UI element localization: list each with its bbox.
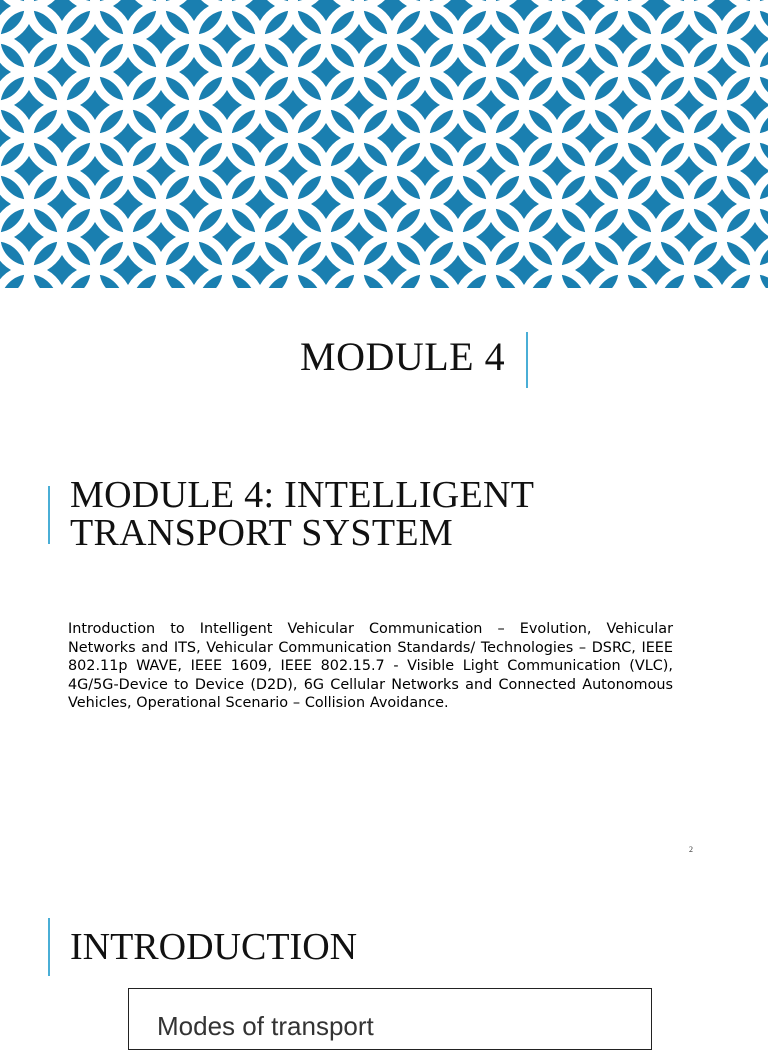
slide2-title-line2: TRANSPORT SYSTEM [70, 512, 453, 554]
slide2-title [70, 476, 690, 552]
slide2-title-line1: MODULE 4: INTELLIGENT [70, 474, 535, 516]
content-box-text: Modes of transport [157, 1011, 374, 1041]
page-number: 2 [689, 845, 693, 854]
slide2-body-text: Introduction to Intelligent Vehicular Communication – Evolution, Vehicular Networks and ITS, Vehicular Communication Standards/ Technologies – DSRC, IEEE 802.11p WAVE, IEEE 1609, IEEE 802.15.7 - Visible Light Communication (VLC), 4G/5G-Device to Device (D2D), 6G Cellular Networks and Connected Autonomous Vehicles, Operational Scenario – Collision Avoidance. [68, 621, 673, 712]
title-accent-bar [526, 332, 528, 388]
slide1-title: MODULE 4 [300, 334, 506, 379]
slide3-title: INTRODUCTION [70, 926, 358, 968]
slide2-accent-bar [48, 486, 50, 544]
slide3-accent-bar [48, 918, 50, 976]
banner-pattern-image [0, 0, 768, 288]
content-box [128, 988, 652, 1050]
